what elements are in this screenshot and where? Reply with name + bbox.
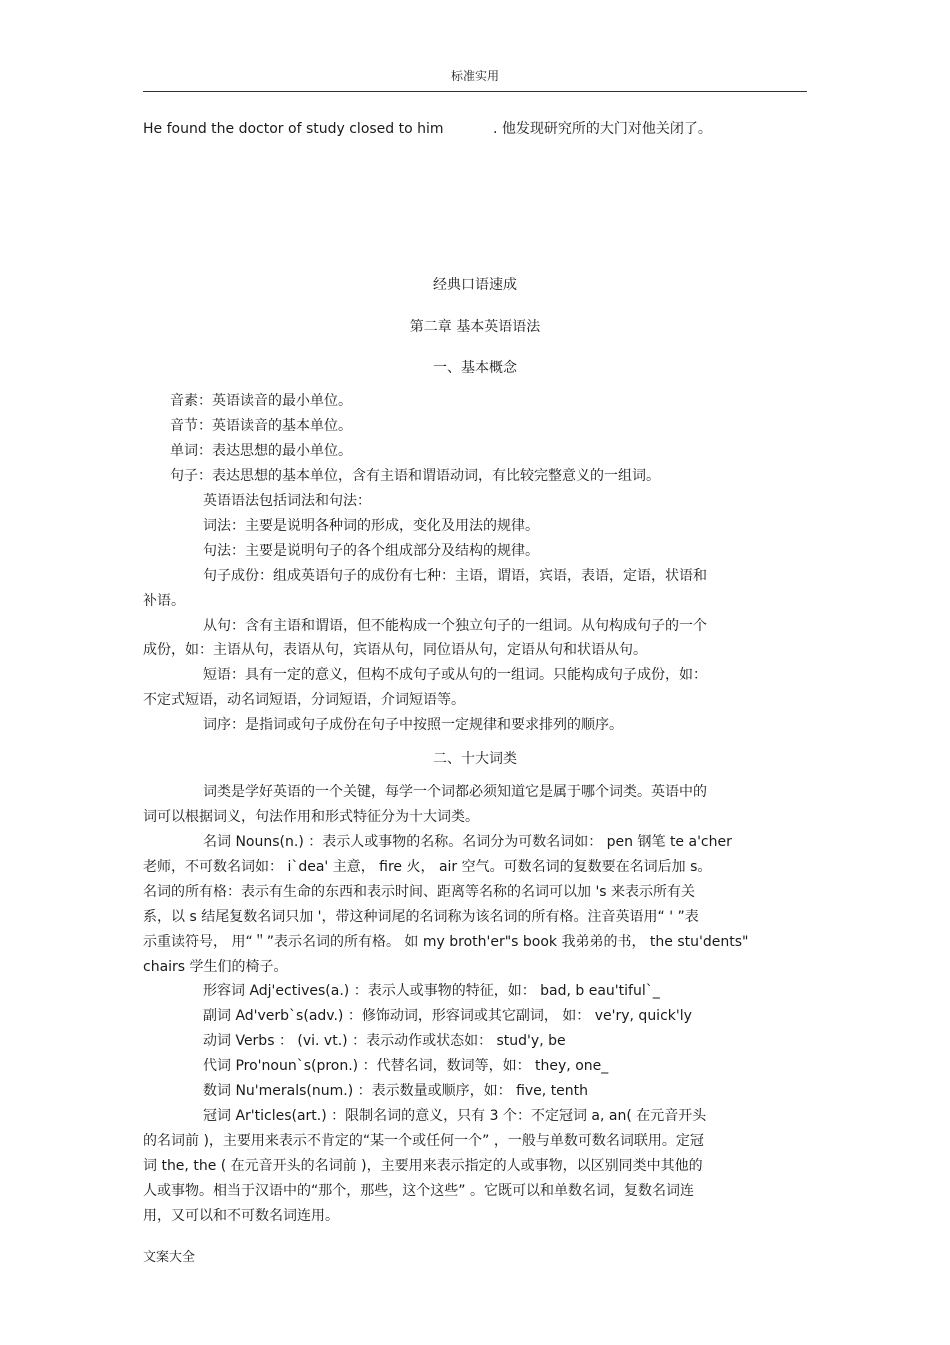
chapter-title: 第二章 基本英语语法 (409, 319, 541, 335)
section2-line: 名词的所有格：表示有生命的东西和表示时间、距离等名称的名词可以加 's 来表示所有关 (143, 884, 696, 900)
section2-heading: 二、十大词类 (433, 751, 517, 767)
section2-line: 冠词 Ar'ticles(art.) ：限制名词的意义，只有 3 个：不定冠词 a, an( 在元音开头 (203, 1108, 707, 1124)
section1-line: 音素：英语读音的最小单位。 (170, 393, 352, 409)
section1-line: 句法：主要是说明句子的各个组成部分及结构的规律。 (203, 543, 539, 559)
section2-line: chairs 学生们的椅子。 (143, 959, 288, 975)
page-footer: 文案大全 (143, 1250, 196, 1265)
section2-line: 词类是学好英语的一个关键，每学一个词都必须知道它是属于哪个词类。英语中的 (203, 784, 707, 800)
section2-line: 动词 Verbs ： (vi. vt.) ：表示动作或状态如： stud'y, be (203, 1033, 566, 1049)
section2-line: 系，以 s 结尾复数名词只加 '，带这种词尾的名词称为该名词的所有格。注音英语用“ ' ”表 (143, 909, 699, 925)
section2-line: 词可以根据词义，句法作用和形式特征分为十大词类。 (143, 809, 479, 825)
section2-line: 老师，不可数名词如： i`dea' 主意， fire 火， air 空气。可数名词的复数要在名词后加 s。 (143, 859, 712, 875)
section1-line: 英语语法包括词法和句法： (203, 493, 371, 509)
section2-line: 数词 Nu'merals(num.) ：表示数量或顺序，如： five, tenth (203, 1083, 589, 1099)
section1-line: 单词：表达思想的最小单位。 (170, 443, 352, 459)
section1-line: 句子：表达思想的基本单位，含有主语和谓语动词，有比较完整意义的一组词。 (170, 468, 660, 484)
section1-line: 音节：英语读音的基本单位。 (170, 418, 352, 434)
section2-line: 人或事物。相当于汉语中的“那个，那些，这个这些” 。它既可以和单数名词，复数名词连 (143, 1183, 694, 1199)
page-header-title: 标准实用 (450, 69, 499, 83)
section1-line: 句子成份：组成英语句子的成份有七种：主语，谓语，宾语，表语，定语，状语和 (203, 568, 707, 584)
section2-line: 副词 Ad'verb`s(adv.) ：修饰动词，形容词或其它副词， 如： ve'ry, quick'ly (203, 1008, 692, 1024)
section2-line: 的名词前 )，主要用来表示不肯定的“某一个或任何一个” ，一般与单数可数名词联用。定冠 (143, 1133, 704, 1149)
section2-line: 代词 Pro'noun`s(pron.) ：代替名词，数词等，如： they, one_ (203, 1058, 609, 1074)
intro-english: He found the doctor of study closed to him (143, 121, 444, 137)
section1-line: 从句：含有主语和谓语，但不能构成一个独立句子的一组词。从句构成句子的一个 (203, 618, 707, 634)
header-divider (143, 91, 807, 92)
section1-line: 词法：主要是说明各种词的形成，变化及用法的规律。 (203, 518, 539, 534)
section2-line: 词 the, the ( 在元音开头的名词前 )，主要用来表示指定的人或事物，以区别同类中其他的 (143, 1158, 703, 1174)
section2-line: 示重读符号， 用“＂”表示名词的所有格。 如 my broth'er"s book 我弟弟的书， the stu'dents" (143, 934, 749, 950)
section1-line: 不定式短语，动名词短语，分词短语，介词短语等。 (143, 692, 465, 708)
section2-line: 形容词 Adj'ectives(a.) ：表示人或事物的特征，如： bad, b eau'tiful`_ (203, 983, 660, 999)
intro-chinese: . 他发现研究所的大门对他关闭了。 (493, 121, 712, 137)
section2-line: 用，又可以和不可数名词连用。 (143, 1208, 339, 1224)
section2-line: 名词 Nouns(n.) ：表示人或事物的名称。名词分为可数名词如： pen 钢笔 te a'cher (203, 834, 732, 850)
section1-heading: 一、基本概念 (433, 360, 517, 376)
section1-line: 词序：是指词或句子成份在句子中按照一定规律和要求排列的顺序。 (203, 717, 623, 733)
book-title: 经典口语速成 (433, 277, 517, 293)
section1-line: 短语：具有一定的意义，但构不成句子或从句的一组词。只能构成句子成份，如： (203, 667, 707, 683)
section1-line: 补语。 (143, 593, 185, 609)
section1-line: 成份，如：主语从句，表语从句，宾语从句，同位语从句，定语从句和状语从句。 (143, 642, 647, 658)
